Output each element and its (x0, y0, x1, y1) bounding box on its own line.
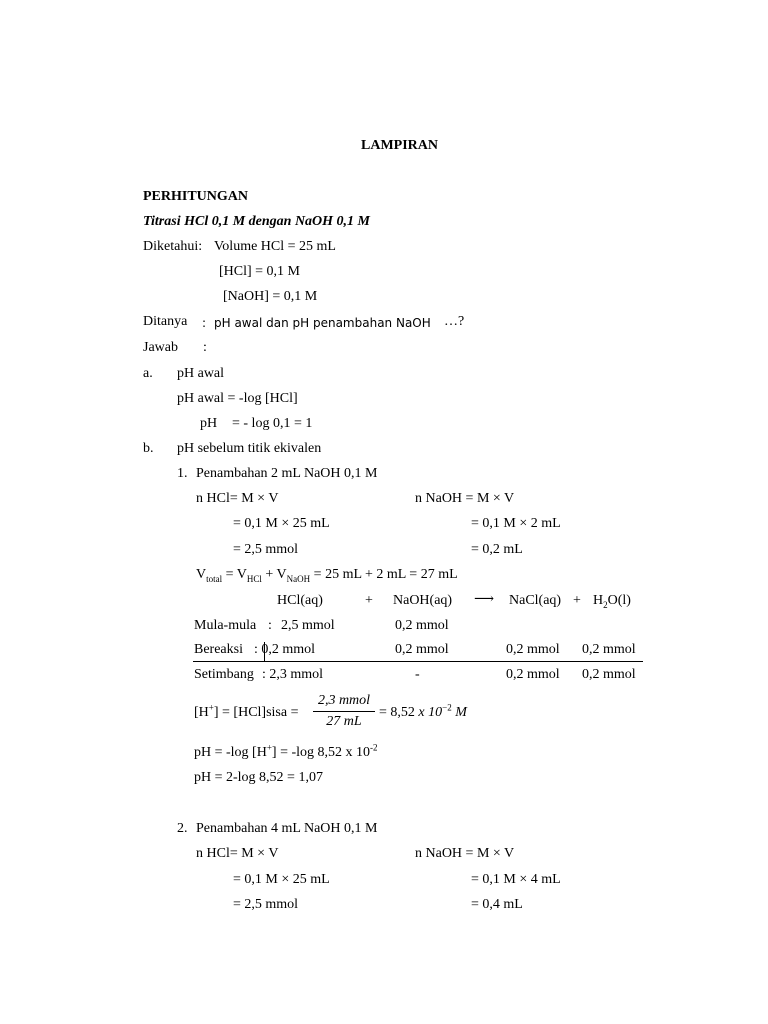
asked-text: pH awal dan pH penambahan NaOH (214, 316, 431, 330)
answer-label: Jawab (143, 340, 178, 355)
table-cell-naoh: - (415, 667, 420, 682)
asked-ellipsis: …? (444, 314, 465, 329)
h2o-post: O(l) (607, 593, 631, 608)
ph-line1-pre: pH = -log [H (194, 745, 267, 760)
table-cell-naoh: 0,2 mmol (395, 618, 449, 633)
part-a-marker: a. (143, 366, 153, 381)
h2o-pre: H (593, 593, 604, 608)
ph-line2: pH = 2-log 8,52 = 1,07 (194, 770, 323, 785)
reaction-naoh: NaOH(aq) (393, 593, 453, 608)
known-hcl: [HCl] = 0,1 M (219, 264, 301, 279)
vtotal-hcl-sub: HCl (246, 573, 262, 584)
step1-n-hcl-line: n HCl= M × V (196, 491, 279, 506)
h-plus-fraction (313, 693, 375, 730)
step1-marker: 1. (177, 466, 188, 481)
table-row-sep: : 0,2 mmol (254, 642, 316, 657)
step2-n-hcl-line: = 2,5 mmol (233, 897, 299, 912)
h-plus-post: ] = [HCl]sisa = (213, 705, 299, 720)
step1-title: Penambahan 2 mL NaOH 0,1 M (196, 466, 378, 481)
table-row-sep: : 2,3 mmol (262, 667, 324, 682)
part-b-title: pH sebelum titik ekivalen (177, 441, 322, 456)
vtotal-naoh-sub: NaOH (286, 573, 311, 584)
step2-n-hcl-line: n HCl= M × V (196, 846, 279, 861)
table-row-label: Bereaksi (194, 642, 243, 657)
vtotal-rest: = 25 mL + 2 mL = 27 mL (310, 567, 458, 582)
table-cell-nacl: 0,2 mmol (506, 642, 560, 657)
reaction-arrow: ⟶ (474, 592, 495, 607)
part-a-ph-label: pH (200, 416, 218, 431)
result-pre: = 8,52 (379, 705, 419, 720)
table-divider-line (193, 661, 643, 662)
subtitle: Titrasi HCl 0,1 M dengan NaOH 0,1 M (143, 214, 371, 229)
vtotal-v: V (196, 567, 207, 582)
asked-label: Ditanya (143, 314, 188, 329)
step1-vtotal (196, 567, 458, 583)
step2-n-hcl-line: = 0,1 M × 25 mL (233, 872, 330, 887)
reaction-plus: + (365, 593, 373, 608)
fraction-bar (313, 711, 375, 712)
step2-n-naoh-line: = 0,4 mL (471, 897, 523, 912)
known-naoh: [NaOH] = 0,1 M (223, 289, 318, 304)
h-plus-sup: + (208, 702, 214, 713)
vtotal-plus: + V (261, 567, 287, 582)
step2-n-naoh-line: = 0,1 M × 4 mL (471, 872, 561, 887)
reaction-h2o (593, 593, 631, 609)
ph-line1-post: ] = -log 8,52 x 10 (271, 745, 371, 760)
h-plus-lhs (194, 702, 299, 721)
page-heading: LAMPIRAN (361, 138, 438, 153)
vtotal-eq: = V (222, 567, 247, 582)
ph-line1-sup: + (266, 742, 272, 753)
table-cell-hcl: 2,5 mmol (281, 618, 335, 633)
table-cell-h2o: 0,2 mmol (582, 642, 636, 657)
table-row-label: Setimbang (194, 667, 254, 682)
h2o-sub: 2 (603, 599, 608, 610)
step1-n-naoh-line: = 0,2 mL (471, 542, 523, 557)
fraction-numerator: 2,3 mmol (317, 693, 371, 708)
reaction-plus: + (573, 593, 581, 608)
part-a-line1: pH awal = -log [HCl] (177, 391, 298, 406)
asked-colon: : (202, 316, 207, 330)
step2-n-naoh-line: n NaOH = M × V (415, 846, 515, 861)
part-a-title: pH awal (177, 366, 225, 381)
part-a-line2: = - log 0,1 = 1 (232, 416, 313, 431)
table-row-sep: : (268, 618, 272, 633)
step1-n-hcl-line: = 2,5 mmol (233, 542, 299, 557)
fraction-denominator: 27 mL (326, 714, 362, 729)
h-plus-pre: [H (194, 705, 209, 720)
result-unit: M (451, 705, 467, 720)
table-bracket-line (264, 642, 265, 661)
known-volume: Volume HCl = 25 mL (214, 239, 336, 254)
ph-line1 (194, 742, 378, 761)
step2-marker: 2. (177, 821, 188, 836)
step1-n-naoh-line: n NaOH = M × V (415, 491, 515, 506)
section-title: PERHITUNGAN (143, 189, 249, 204)
step1-n-naoh-line: = 0,1 M × 2 mL (471, 516, 561, 531)
reaction-nacl: NaCl(aq) (509, 593, 562, 608)
part-b-marker: b. (143, 441, 154, 456)
result-x: x 10 (418, 705, 443, 720)
table-row-label: Mula-mula (194, 618, 257, 633)
ph-line1-exp: -2 (370, 742, 378, 753)
reaction-hcl: HCl(aq) (277, 593, 323, 608)
table-cell-h2o: 0,2 mmol (582, 667, 636, 682)
answer-colon: : (203, 340, 207, 355)
vtotal-sub: total (206, 573, 223, 584)
table-cell-nacl: 0,2 mmol (506, 667, 560, 682)
step1-n-hcl-line: = 0,1 M × 25 mL (233, 516, 330, 531)
table-cell-naoh: 0,2 mmol (395, 642, 449, 657)
step2-title: Penambahan 4 mL NaOH 0,1 M (196, 821, 378, 836)
result-exp: −2 (442, 702, 452, 713)
h-plus-result (379, 702, 467, 721)
known-label: Diketahui: (143, 239, 203, 254)
